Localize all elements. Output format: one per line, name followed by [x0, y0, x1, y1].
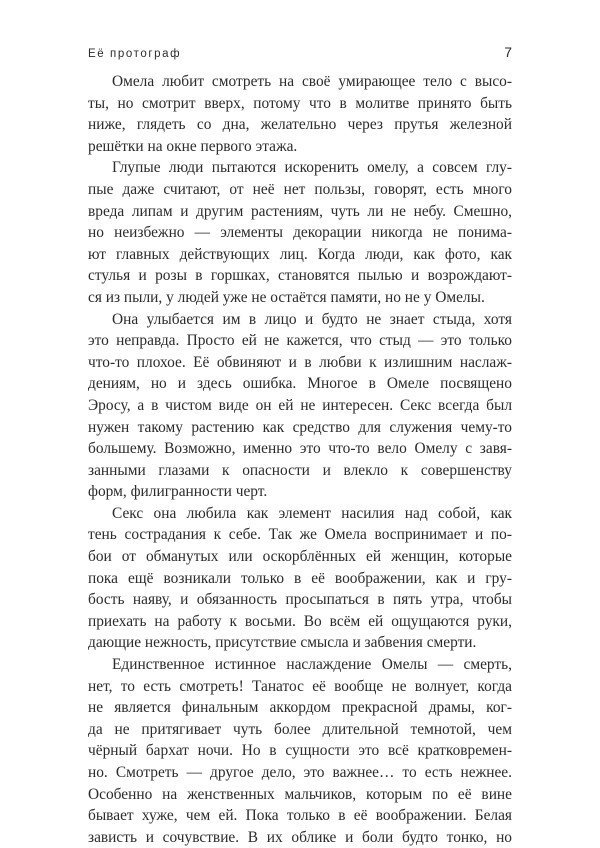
text-line: ниже, глядеть со дна, желательно через прутья железной — [88, 116, 512, 134]
text-line: пые даже считают, от неё нет пользы, говорят, есть много — [88, 180, 512, 198]
text-line: ты, но смотрит вверх, потому что в молитве принято быть — [88, 94, 512, 112]
text-line: дениям, но и здесь ошибка. Многое в Омеле посвящено — [88, 375, 512, 393]
text-line: дающие нежность, присутствие смысла и забвения смерти. — [88, 634, 477, 652]
text-line: Особенно на женственных мальчиков, которым по её вине — [88, 785, 512, 803]
text-line: нужен такому растению как средство для служения чему-то — [88, 418, 512, 436]
running-title: Её протограф — [88, 48, 182, 60]
text-line: да не притягивает чуть более длительной темнотой, чем — [88, 720, 512, 738]
text-line: форм, филигранности черт. — [88, 483, 268, 501]
page-header — [88, 44, 512, 60]
text-line: это неправда. Просто ей не кажется, что стыд — это только — [88, 332, 512, 350]
text-line: что-то плохое. Её обвиняют и в любви к излишним наслаж- — [88, 353, 512, 371]
text-line: бывает хуже, чем ей. Пока только в её воображении. Белая — [88, 807, 512, 825]
text-line: решётки на окне первого этажа. — [88, 137, 298, 155]
text-line: Секс она любила как элемент насилия над собой, как — [112, 504, 512, 522]
text-line: но. Смотреть — другое дело, это важнее… то есть нежнее. — [88, 764, 512, 781]
body-text — [88, 71, 512, 848]
text-line: приехать на работу к восьми. Во всём ей ощущаются руки, — [88, 612, 512, 630]
text-line: Глупые люди пытаются искоренить омелу, а совсем глу- — [112, 159, 512, 177]
text-line: Единственное истинное наслаждение Омелы — смерть, — [112, 656, 512, 674]
text-line: ся из пыли, у людей уже не остаётся памяти, но не у Омелы. — [88, 288, 485, 306]
text-line: ют главных действующих лиц. Когда люди, как фото, как — [88, 245, 512, 263]
page-number: 7 — [504, 44, 512, 60]
text-line: нет, то есть смотреть! Танатос её вообще не волнует, когда — [88, 677, 512, 695]
text-line: тень сострадания к себе. Так же Омела воспринимает и по- — [88, 526, 512, 544]
text-line: пока ещё возникали только в её воображении, как и гру- — [88, 569, 512, 587]
text-line: зависть и сочувствие. В их облике и боли будто тонко, но — [88, 828, 512, 846]
text-line: бои от обманутых или оскорблённых ей женщин, которые — [88, 548, 512, 566]
text-line: большему. Возможно, именно это что-то вело Омелу с завя- — [88, 440, 512, 458]
text-line: Она улыбается им в лицо и будто не знает стыда, хотя — [112, 310, 512, 328]
text-line: вреда липам и другим растениям, чуть ли не небу. Смешно, — [88, 202, 512, 220]
text-line: стулья и розы в горшках, становятся пылью и возрождают- — [88, 267, 512, 285]
text-line: чёрный бархат ночи. Но в сущности это всё кратковремен- — [88, 742, 512, 760]
text-line: Омела любит смотреть на своё умирающее тело с высо- — [112, 73, 512, 90]
text-line: но неизбежно — элементы декорации никогда не понима- — [88, 224, 512, 242]
text-line: Эросу, а в чистом виде он ей не интересен. Секс всегда был — [88, 396, 512, 414]
text-line: бость наяву, и обязанность просыпаться в пять утра, чтобы — [88, 591, 512, 609]
text-line: не является финальным аккордом прекрасной драмы, ког- — [88, 699, 512, 717]
text-line: занными глазами к опасности и влекло к совершенству — [88, 461, 512, 479]
